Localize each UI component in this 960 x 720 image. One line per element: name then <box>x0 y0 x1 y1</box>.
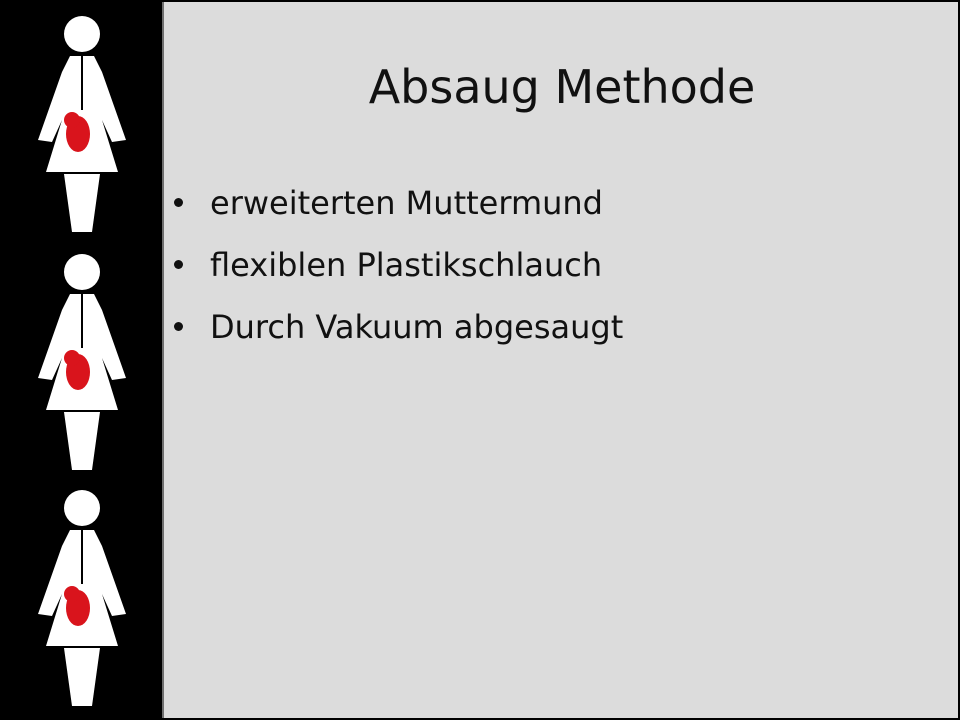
figure-legs <box>64 648 100 706</box>
bullet-item <box>174 298 623 360</box>
slide-title: Absaug Methode <box>368 60 756 114</box>
bullet-item <box>174 236 623 298</box>
sidebar <box>0 0 162 720</box>
bullet-icon <box>174 260 183 269</box>
pregnant-woman-with-fetus-icon <box>34 248 130 480</box>
bullet-text: erweiterten Muttermund <box>210 184 603 222</box>
figure-legs <box>64 174 100 232</box>
figure-legs <box>64 412 100 470</box>
bullet-icon <box>174 322 183 331</box>
bullet-text: flexiblen Plastikschlauch <box>210 246 603 284</box>
content-area <box>162 2 958 718</box>
fetus-head <box>64 586 80 602</box>
fetus-head <box>64 350 80 366</box>
bullet-item <box>174 174 623 236</box>
pregnant-woman-with-fetus-icon <box>34 484 130 716</box>
bullet-list <box>174 174 623 360</box>
bullet-icon <box>174 198 183 207</box>
pregnant-woman-with-fetus-icon <box>34 10 130 242</box>
figure-head <box>64 16 100 52</box>
figure-head <box>64 490 100 526</box>
bullet-text: Durch Vakuum abgesaugt <box>210 308 624 346</box>
fetus-head <box>64 112 80 128</box>
figure-head <box>64 254 100 290</box>
